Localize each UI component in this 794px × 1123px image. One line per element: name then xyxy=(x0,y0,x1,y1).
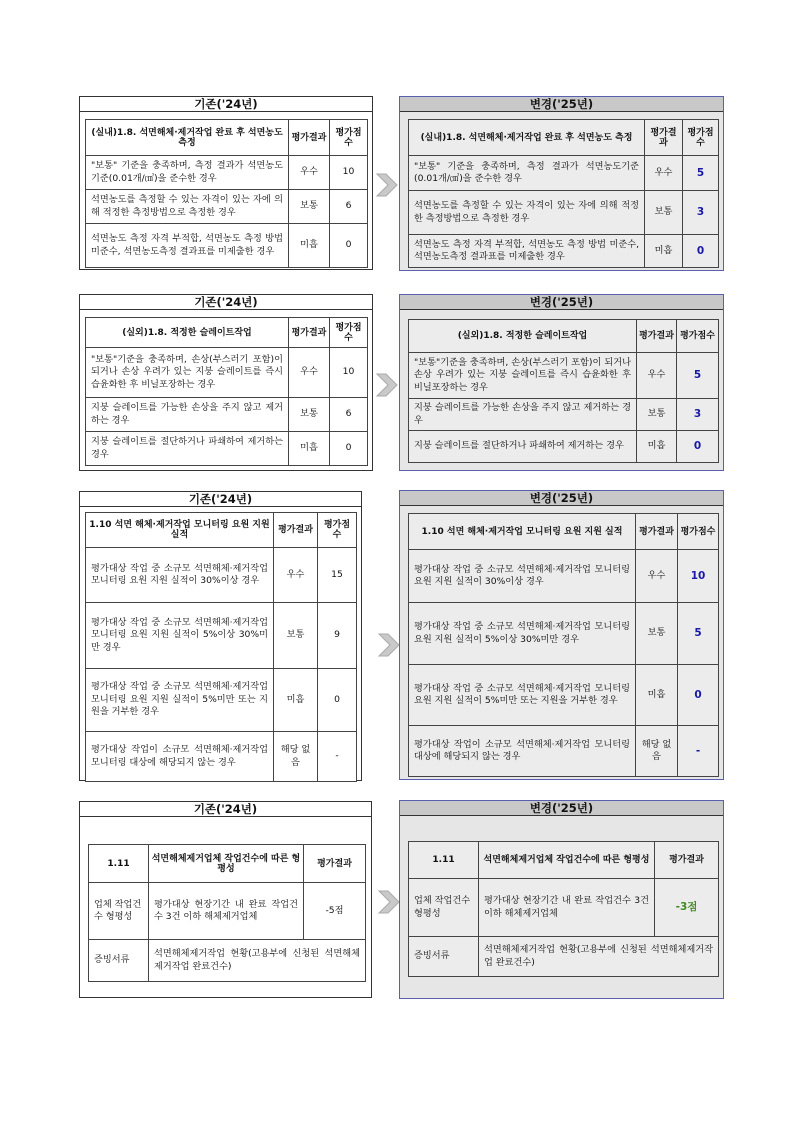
criteria-desc: 평가대상 현장기간 내 완료 작업건수 3건 이하 해체제거업체 xyxy=(149,883,304,940)
score-value: 3 xyxy=(683,191,719,235)
row-label: 증빙서류 xyxy=(409,937,479,977)
score-value: 6 xyxy=(330,398,368,432)
panel-header: 변경('25년) xyxy=(400,97,723,112)
panel-header: 변경('25년) xyxy=(400,295,723,310)
result-grade: 우수 xyxy=(289,348,330,398)
criteria-table xyxy=(88,844,366,982)
col-result-header: 평가결과 xyxy=(637,320,677,353)
col-score-header: 평가점수 xyxy=(330,120,368,156)
table-row xyxy=(89,883,366,940)
table-row xyxy=(409,665,719,726)
result-grade: 보통 xyxy=(645,191,683,235)
table-row xyxy=(409,191,719,235)
result-grade: 미흡 xyxy=(645,235,683,268)
score-value: 9 xyxy=(318,603,357,669)
table-row xyxy=(86,348,368,398)
criteria-desc: 평가대상 작업 중 소규모 석면해체·제거작업 모니터링 요원 지원 실적이 5%미만 또는 지원을 거부한 경우 xyxy=(86,669,274,732)
score-value: 0 xyxy=(330,432,368,466)
table-row xyxy=(86,548,357,603)
result-grade: 보통 xyxy=(637,399,677,431)
block1-new-panel xyxy=(399,96,724,271)
arrow-right-icon xyxy=(377,628,401,662)
panel-header: 기존('24년) xyxy=(80,97,372,112)
score-value: 0 xyxy=(318,669,357,732)
item-title: 석면해체제거업체 작업건수에 따른 형평성 xyxy=(149,845,304,883)
criteria-desc: 석면농도 측정 자격 부적합, 석면농도 측정 방법 미준수, 석면농도측정 결과표를 미제출한 경우 xyxy=(86,224,289,268)
col-result-header: 평가결과 xyxy=(274,513,318,548)
row-label: 업체 작업건수 형평성 xyxy=(409,879,479,937)
score-value: 10 xyxy=(678,550,719,603)
criteria-desc: 평가대상 작업이 소규모 석면해체·제거작업 모니터링 대상에 해당되지 않는 경우 xyxy=(409,726,636,777)
criteria-desc: "보통"기준을 충족하며, 손상(부스러기 포함)이 되거나 손상 우려가 있는 지붕 슬레이트를 즉시 습윤화한 후 비닐포장하는 경우 xyxy=(409,353,637,399)
arrow-right-icon xyxy=(377,885,401,919)
col-score-header: 평가점수 xyxy=(330,318,368,348)
table-row xyxy=(86,732,357,782)
table-row xyxy=(409,726,719,777)
block2-new-panel xyxy=(399,294,724,471)
item-title: (실외)1.8. 적정한 슬레이트작업 xyxy=(409,320,637,353)
criteria-table xyxy=(85,119,368,268)
score-value: 5 xyxy=(683,156,719,191)
criteria-desc: 석면해체제거작업 현황(고용부에 신청된 석면해체제거작업 완료건수) xyxy=(479,937,719,977)
arrow-right-icon xyxy=(375,368,399,402)
score-value: 10 xyxy=(330,348,368,398)
criteria-table xyxy=(85,317,368,466)
result-grade: 보통 xyxy=(289,190,330,224)
item-title: (실외)1.8. 적정한 슬레이트작업 xyxy=(86,318,289,348)
col-result-header: 평가결과 xyxy=(655,842,719,879)
table-row xyxy=(409,937,719,977)
table-row xyxy=(409,353,719,399)
block3-old-panel xyxy=(79,491,362,781)
col-score-header: 평가점수 xyxy=(683,120,719,156)
result-grade: 미흡 xyxy=(274,669,318,732)
item-number: 1.11 xyxy=(409,842,479,879)
col-result-header: 평가결과 xyxy=(636,514,678,550)
score-value: 6 xyxy=(330,190,368,224)
table-row xyxy=(86,190,368,224)
table-row xyxy=(86,603,357,669)
item-number: 1.11 xyxy=(89,845,149,883)
result-grade: 미흡 xyxy=(289,224,330,268)
criteria-desc: 석면해체제거작업 현황(고용부에 신청된 석면해체제거작업 완료건수) xyxy=(149,940,366,982)
table-row xyxy=(86,156,368,190)
criteria-desc: 석면농도를 측정할 수 있는 자격이 있는 자에 의해 적정한 측정방법으로 측정한 경우 xyxy=(409,191,645,235)
col-result-header: 평가결과 xyxy=(289,120,330,156)
block1-old-panel xyxy=(79,96,373,270)
criteria-table xyxy=(408,513,719,777)
result-grade: 미흡 xyxy=(289,432,330,466)
result-grade: 보통 xyxy=(636,603,678,665)
score-value: 0 xyxy=(678,665,719,726)
table-row xyxy=(409,603,719,665)
criteria-desc: 지붕 슬레이트를 절단하거나 파쇄하여 제거하는 경우 xyxy=(86,432,289,466)
criteria-desc: 평가대상 현장기간 내 완료 작업건수 3건 이하 해체제거업체 xyxy=(479,879,655,937)
score-value: 3 xyxy=(677,399,719,431)
table-row xyxy=(86,224,368,268)
block4-new-panel xyxy=(399,800,724,999)
panel-header: 기존('24년) xyxy=(80,492,361,507)
score-value: -5점 xyxy=(304,883,366,940)
item-title: (실내)1.8. 석면해체·제거작업 완료 후 석면농도 측정 xyxy=(86,120,289,156)
score-value: 15 xyxy=(318,548,357,603)
block4-old-panel xyxy=(79,801,372,998)
criteria-desc: "보통" 기준을 충족하며, 측정 결과가 석면농도기준(0.01개/㎤)을 준수한 경우 xyxy=(86,156,289,190)
col-score-header: 평가점수 xyxy=(677,320,719,353)
score-value: 0 xyxy=(683,235,719,268)
col-result-header: 평가결과 xyxy=(304,845,366,883)
result-grade: 우수 xyxy=(289,156,330,190)
score-value: - xyxy=(318,732,357,782)
result-grade: 보통 xyxy=(274,603,318,669)
table-row xyxy=(86,432,368,466)
criteria-desc: 지붕 슬레이트를 가능한 손상을 주지 않고 제거하는 경우 xyxy=(409,399,637,431)
criteria-table xyxy=(408,119,719,268)
table-row xyxy=(86,398,368,432)
criteria-desc: 평가대상 작업 중 소규모 석면해체·제거작업 모니터링 요원 지원 실적이 30%이상 경우 xyxy=(409,550,636,603)
result-grade: 우수 xyxy=(636,550,678,603)
criteria-table xyxy=(85,512,357,782)
criteria-desc: 석면농도를 측정할 수 있는 자격이 있는 자에 의해 적정한 측정방법으로 측정한 경우 xyxy=(86,190,289,224)
panel-header: 기존('24년) xyxy=(80,295,372,310)
col-score-header: 평가점수 xyxy=(678,514,719,550)
criteria-table xyxy=(408,841,719,977)
criteria-desc: 지붕 슬레이트를 절단하거나 파쇄하여 제거하는 경우 xyxy=(409,431,637,463)
score-value: - xyxy=(678,726,719,777)
result-grade: 우수 xyxy=(274,548,318,603)
block2-old-panel xyxy=(79,294,373,471)
criteria-desc: 평가대상 작업이 소규모 석면해체·제거작업 모니터링 대상에 해당되지 않는 경우 xyxy=(86,732,274,782)
criteria-desc: 평가대상 작업 중 소규모 석면해체·제거작업 모니터링 요원 지원 실적이 5%미만 또는 지원을 거부한 경우 xyxy=(409,665,636,726)
criteria-table xyxy=(408,319,719,463)
table-row xyxy=(409,550,719,603)
result-grade: 우수 xyxy=(645,156,683,191)
criteria-desc: 평가대상 작업 중 소규모 석면해체·제거작업 모니터링 요원 지원 실적이 30%이상 경우 xyxy=(86,548,274,603)
criteria-desc: 지붕 슬레이트를 가능한 손상을 주지 않고 제거하는 경우 xyxy=(86,398,289,432)
panel-header: 변경('25년) xyxy=(400,491,723,506)
result-grade: 보통 xyxy=(289,398,330,432)
col-result-header: 평가결과 xyxy=(289,318,330,348)
score-value: -3점 xyxy=(655,879,719,937)
criteria-desc: "보통"기준을 충족하며, 손상(부스러기 포함)이 되거나 손상 우려가 있는 지붕 슬레이트를 즉시 습윤화한 후 비닐포장하는 경우 xyxy=(86,348,289,398)
result-grade: 해당 없음 xyxy=(636,726,678,777)
result-grade: 우수 xyxy=(637,353,677,399)
table-row xyxy=(89,940,366,982)
item-title: 1.10 석면 해체·제거작업 모니터링 요원 지원 실적 xyxy=(86,513,274,548)
col-score-header: 평가점수 xyxy=(318,513,357,548)
item-title: (실내)1.8. 석면해체·제거작업 완료 후 석면농도 측정 xyxy=(409,120,645,156)
criteria-desc: 석면농도 측정 자격 부적합, 석면농도 측정 방법 미준수, 석면농도측정 결과표를 미제출한 경우 xyxy=(409,235,645,268)
table-row xyxy=(409,235,719,268)
col-result-header: 평가결과 xyxy=(645,120,683,156)
score-value: 0 xyxy=(677,431,719,463)
score-value: 5 xyxy=(677,353,719,399)
result-grade: 미흡 xyxy=(637,431,677,463)
score-value: 5 xyxy=(678,603,719,665)
panel-header: 변경('25년) xyxy=(400,801,723,816)
result-grade: 미흡 xyxy=(636,665,678,726)
table-row xyxy=(409,399,719,431)
row-label: 증빙서류 xyxy=(89,940,149,982)
block3-new-panel xyxy=(399,490,724,780)
row-label: 업체 작업건수 형평성 xyxy=(89,883,149,940)
criteria-desc: 평가대상 작업 중 소규모 석면해체·제거작업 모니터링 요원 지원 실적이 5%이상 30%미만 경우 xyxy=(409,603,636,665)
table-row xyxy=(409,156,719,191)
table-row xyxy=(409,431,719,463)
score-value: 0 xyxy=(330,224,368,268)
score-value: 10 xyxy=(330,156,368,190)
panel-header: 기존('24년) xyxy=(80,802,371,817)
arrow-right-icon xyxy=(375,168,399,202)
criteria-desc: "보통" 기준을 충족하며, 측정 결과가 석면농도기준(0.01개/㎤)을 준수한 경우 xyxy=(409,156,645,191)
item-title: 석면해체제거업체 작업건수에 따른 형평성 xyxy=(479,842,655,879)
table-row xyxy=(409,879,719,937)
result-grade: 해당 없음 xyxy=(274,732,318,782)
table-row xyxy=(86,669,357,732)
item-title: 1.10 석면 해체·제거작업 모니터링 요원 지원 실적 xyxy=(409,514,636,550)
criteria-desc: 평가대상 작업 중 소규모 석면해체·제거작업 모니터링 요원 지원 실적이 5%이상 30%미만 경우 xyxy=(86,603,274,669)
